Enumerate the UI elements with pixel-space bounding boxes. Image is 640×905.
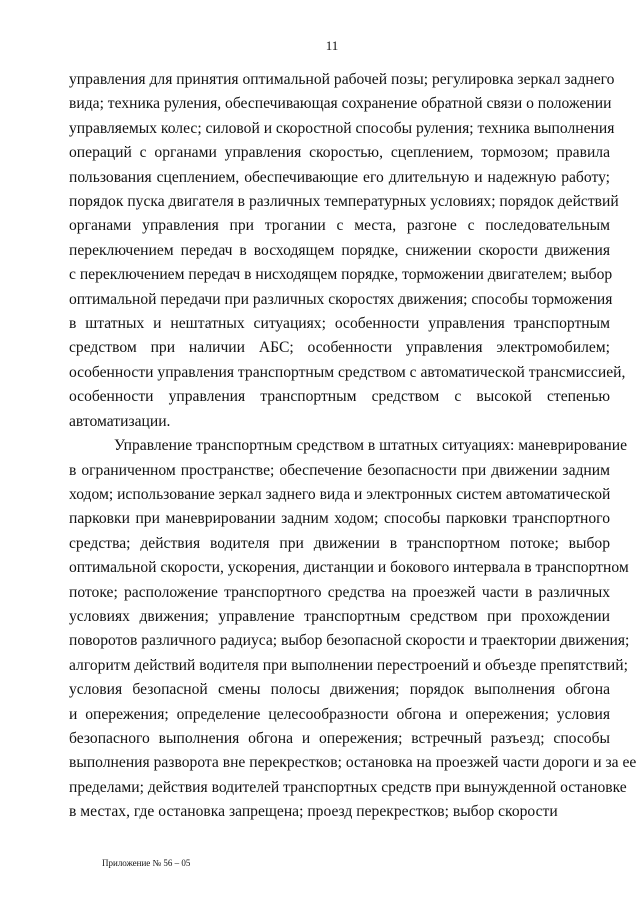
text-line: особенности управления транспортным средством с высокой степенью — [69, 388, 610, 406]
text-line: парковки при маневрировании задним ходом; способы парковки транспортного — [69, 510, 610, 528]
text-line: выполнения разворота вне перекрестков; остановка на проезжей части дороги и за ее — [69, 754, 637, 772]
text-line: в ограниченном пространстве; обеспечение безопасности при движении задним — [69, 461, 610, 479]
text-line: условия безопасной смены полосы движения; порядок выполнения обгона — [69, 681, 610, 699]
text-line: поворотов различного радиуса; выбор безопасной скорости и траектории движения; — [69, 632, 630, 650]
text-line: в местах, где остановка запрещена; проезд перекрестков; выбор скорости — [69, 803, 558, 821]
page-number: 11 — [325, 38, 339, 53]
text-line: Управление транспортным средством в штатных ситуациях: маневрирование — [114, 437, 627, 455]
paragraph — [69, 434, 637, 825]
text-line: управления для принятия оптимальной рабочей позы; регулировка зеркал заднего — [69, 71, 615, 88]
text-line: средством при наличии АБС; особенности управления электромобилем; — [69, 339, 610, 357]
text-line: переключением передач в восходящем порядке, снижении скорости движения — [69, 241, 610, 259]
text-line: управляемых колес; силовой и скоростной способы руления; техника выполнения — [69, 119, 615, 137]
text-line: оптимальной передачи при различных скоростях движения; способы торможения — [69, 290, 613, 308]
text-line: потоке; расположение транспортного средства на проезжей части в различных — [69, 583, 610, 601]
text-line: и опережения; определение целесообразности обгона и опережения; условия — [69, 705, 610, 723]
text-line: особенности управления транспортным средством с автоматической трансмиссией, — [69, 363, 626, 381]
text-line: в штатных и нештатных ситуациях; особенности управления транспортным — [69, 315, 610, 333]
text-line: безопасного выполнения обгона и опережения; встречный разъезд; способы — [69, 729, 610, 747]
text-line: пределами; действия водителей транспортных средств при вынужденной остановке — [69, 778, 627, 796]
paragraph — [69, 68, 626, 434]
text-line: органами управления при трогании с места, разгоне с последовательным — [69, 217, 610, 235]
text-line: автоматизации. — [69, 412, 171, 430]
text-line: вида; техника руления, обеспечивающая сохранение обратной связи о положении — [69, 95, 612, 113]
text-line: алгоритм действий водителя при выполнении перестроений и объезде препятствий; — [69, 656, 628, 674]
text-line: порядок пуска двигателя в различных температурных условиях; порядок действий — [69, 193, 619, 211]
text-line: условиях движения; управление транспортным средством при прохождении — [69, 607, 610, 625]
text-line: операций с органами управления скоростью, сцеплением, тормозом; правила — [69, 144, 610, 162]
text-line: оптимальной скорости, ускорения, дистанции и бокового интервала в транспортном — [69, 559, 629, 577]
text-line: с переключением передач в нисходящем порядке, торможении двигателем; выбор — [69, 266, 613, 284]
document-body — [69, 68, 637, 825]
text-line: пользования сцеплением, обеспечивающие его длительную и надежную работу; — [69, 168, 610, 186]
text-line: средства; действия водителя при движении в транспортном потоке; выбор — [69, 534, 610, 552]
text-line: ходом; использование зеркал заднего вида и электронных систем автоматической — [69, 485, 611, 503]
footer-appendix-label: Приложение № 56 – 05 — [102, 858, 191, 868]
